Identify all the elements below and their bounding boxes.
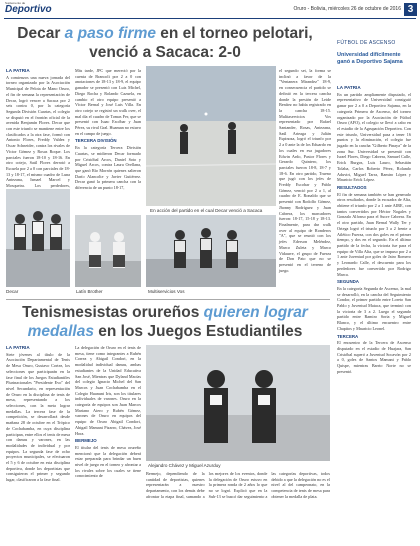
caption-tenismesistas: Alejandro Chávez y Miguel Azurduy bbox=[148, 463, 221, 468]
article1-headline-highlight: a paso firme bbox=[64, 25, 156, 42]
article1-column-2 bbox=[75, 68, 141, 191]
sidebar-text-4: El encuentro de la Tercera de Ascenso disputado en el estadio de Huajara, San Cristóbal superó a Juventud Socavón por 2 a 0, goles de Santos Mamani y Pablo Quispe, mientras Barrio Norte no se presentó. bbox=[337, 340, 411, 374]
photo-tenismesistas bbox=[146, 345, 330, 461]
sidebar-body bbox=[337, 85, 411, 538]
article2-body-2b: El titular del tenis de mesa orureño mencionó que la delegación deberá estar preparada para brindar un buen nivel de juego en el torneo y afrontar a los rivales sobre los cuales se tiene conocimiento de bbox=[75, 444, 141, 479]
caption-multiservicios: Multiservicios Vos bbox=[148, 289, 185, 294]
sidebar-futbol-ascenso bbox=[336, 40, 414, 538]
article2-column-1 bbox=[6, 345, 70, 538]
header-rule bbox=[4, 18, 416, 19]
logo-supplement-text: Suplemento de bbox=[5, 1, 26, 5]
article1-subhead-tercera: TERCERA DIVISIÓN bbox=[75, 138, 117, 144]
article1-headline bbox=[6, 24, 324, 62]
date-line: Oruro - Bolivia, miércoles 26 de octubre de 2016 bbox=[293, 6, 401, 12]
article1-headline-pre: Decar bbox=[17, 25, 65, 42]
sidebar-text-2: El fin de semana también se han generado otros resultados, donde la escuadra de Alta, obtiene el triunfo por 2 a 1 ante AIRE, con tantos convertidos por Héctor Nogales y Gonzalo Alfonso para el Sucre Cabrera. En el otro partido, Juan Bernal Wally Ter y Ortega logró el triunfo por 3 a 2 frente a Atlético Fuerza, con dos goles en el primer tiempo, y dos en el segundo. En el último partido de la fecha, la victoria fue para el equipo de Villa Alta, que se impuso por 2 a 1 ante Juventud por goles de Jairo Romero y Leonardo Calle, el descuento para los perdedores fue convertido por Rodrigo Marca. bbox=[337, 191, 411, 277]
article2-subhead-bermejo: BERMEJO bbox=[75, 438, 97, 444]
article2-headline bbox=[6, 303, 324, 343]
article2-body-1: Siete jóvenes al título de la Asociación Departamental de Tenis de Mesa Oruro, Gustavo Cortez, los selecciones que participarán en la fase final de los Juegos Estudiantiles Plurinacionales "Presidente Evo" del nivel Secundario, en representación de Oruro en la disciplina de tenis de mesa, representando a los selecciones, con la meta lograr medallas. La tercera fase de la competición, se desarrollará desde mañana 28 de octubre en el Trópico de Cochabamba, en cuya disciplina participan, entre ellos el tenis de mesa con damas y varones, en las modalidades de individual y por equipos. La segunda fase de ocho proyectos municipales, se efectuaron el 5 y 6 de octubre en esta disciplina deportiva, donde los deportistas que consiguieron el primer y segundo lugar, clasificaron a la fase final. bbox=[6, 351, 70, 483]
team-latin-brother-image bbox=[75, 215, 141, 287]
article2-body-3: Bermejo, dependiendo de la cantidad de deportistas, quienes representarán a nuestro departamento, con los demás debe afrontar la etapa final, sumando a los mejores de los eventos, donde la delegación de Oruro estuvo en la primera ronda de 2 años lo que no se logró. Explicó que en la Sub-13 se buscó dar seguimiento a las categorías deportivas, todos debido a que la delegación no es el nivel al del campeonato, en la competencia de tenis de mesa para obtener la medalla de plata. bbox=[146, 471, 330, 499]
article1-body-3: el segundo set, la forma se inclinó a favor de la "Ventanera Mirandez" 18-9, en consecuencia el partido se definió en la tercera cancha donde la presión de Leide Benítez no había registrado en la cancha 18-15. Mulitaservicios Vos representado por Rafael Santander, Rosas, Antezana, Saúl Arteaga y Julián Espinoza, logró el triunfo por 2 a 0 ante la de los Eduardo en los cuales en esa jugadores Edwin Ardo, Pastor Flores y Gerardo Quintero, los parciales fueron 18-8, 18-7 y 18-6. En otro partido, Trueno que jugó con los jefes de Freddy Escobar y Pablo Gómez, venció por 2 a 1, al cuadro de E. Ronaldo que se presentó con Rodolfo Gómez, Jhonny Rodríguez y Juan Cabrera, los marcadores fueron: 18-17, 15-18 y 18-13. Finalmente, para dar walk over al equipo de Ronderos "A", que se reunió con los jefes Ederson Meléndez, Marco Zuleta y Marco Vidaurre, el grupo de Fuerza de Don Pato que no se presentó en el terreno de juego. bbox=[279, 68, 331, 273]
photo-multiservicios bbox=[146, 215, 276, 287]
sidebar-subhead-segunda: SEGUNDA bbox=[337, 279, 359, 285]
supplement-logo bbox=[5, 2, 67, 16]
sidebar-subhead-resultados: RESULTADOS bbox=[337, 184, 367, 190]
sidebar-text-3: En la categoría Segunda de Ascenso, la mal se desarrolló, en la cancha del Seguimiento Condor, el primer partido entre Loreto San Pablo y Juventud Mataca, que terminó con la victoria de 3 a 2. Luego el segundo partido entre Ramiro Soria y Miguel Blanco, y el último encuentro entre Chapitos y Mauricio Leonel. bbox=[337, 285, 411, 331]
article2-column-3 bbox=[146, 471, 330, 538]
article1-body-1: A comienzos una nueva jornada del torneo organizado por la Asociación Municipal de Pelota de Mano Oruro, el fin de semana la representación de Decar, logró vencer a Sacaca por 2 sets contra 0, por la categoría Segunda División Cuartas, el colegio se disputó en el frontón oficial de la avenida Benjamín Flores. Decar que con este triunfo se mantiene entre los clasificados a la otra fase, formó con Antonio Flores, Freddy Valdez y Oscar Schneider, contra los rivales de Víctor Gómez y Rosas Roque. Los parciales fueron 18-10 y 18-16. En otro cotejo, Saúl Flores derrotó a Escuela por 2 a 0 con parciales de 18-13 y 18-17, el mismo cuadro de Luna Antezana, Ismael Marcel y Mosqueira. Los perdedores, bbox=[6, 74, 70, 189]
sidebar-kicker: LA PATRIA bbox=[337, 85, 361, 90]
article1-kicker: LA PATRIA bbox=[6, 68, 30, 73]
article1-body-2b: En la categoría Tercera División Cuartas, se midieron Decar formado por Cristóbal Arcos, Daniel Soto y Miguel Arcos, contra Laura Orellana, que ganó Río Morrón quienes salieron Darío Alancolte y Javier Gutiérrez. Decar ganó la primera cancha con la diferencia de un punto 18-17, bbox=[75, 145, 141, 191]
article2-kicker: LA PATRIA bbox=[6, 345, 30, 350]
tenismesistas-image bbox=[146, 345, 330, 461]
article2-column-2 bbox=[75, 345, 141, 538]
logo-deportivo-text: Deportivo bbox=[5, 4, 52, 15]
article1-headline-post: en el torneo pelotari, venció a Sacaca: 2-0 bbox=[89, 25, 313, 61]
caption-decar: Decar bbox=[6, 289, 19, 294]
photo-decar bbox=[6, 189, 70, 287]
sidebar-subhead-tercera: TERCERA bbox=[337, 333, 359, 339]
team-decar-image bbox=[6, 189, 70, 287]
fronton-action-image bbox=[146, 66, 276, 206]
caption-latin-brother: Latín Brother bbox=[76, 289, 103, 294]
team-multiservicios-image bbox=[146, 215, 276, 287]
sidebar-text-1: En un partido ampliamente disputado, el representativo de Universidad consiguió ganar por 2 a 0 a Deportivo Sajama, en la categoría Primera de Ascenso, del torneo organizado por la Asociación de Fútbol Oruro (AFO), el colegio se llevó a cabo en el estadio de la Agrupación Deportiva. Con este triunfo, Universidad pasa a tener 16 puntos y la eliminación, el colegio fue jugado en la cancha "Gilberto Pinaya" de la zona Sur. Universidad se presentó con Israel Flores, Diego Cabrera, Samuel Calle, Erick Burgos, Luis Lauro, Sebastián Tolaba, Carlos Roberto Pérez, Rolando Aduviri, Miguel Tarra, Ramiro López y Mauricio Erick López. bbox=[337, 91, 411, 183]
article2-headline-pre: Tenismesistas orureños bbox=[22, 304, 204, 321]
photo-latin-brother bbox=[75, 215, 141, 287]
article2-body-2: La delegación de Oruro en el tenis de mesa, tiene como integrantes a Rubén Correa y Abigail Condori, en la modalidad individual damas, ambas estudiantes de la Unidad Educativa San José, Mientras que Dyland Macías del colegio Ignacio Michel del San Marcos y Juan Cochabamba en el Colegio Huanuni Iris, son los titulares individuales de varones. Oruro en la categoría de equipos son Juan Marcos Mariano Aiero y Rubén Gómez, varones de Oruro en equipos del equipo de Oruro Abigail Condori, Abigail Mamani Pizarro, Chávez, José Hora. bbox=[75, 345, 141, 436]
photo-match-action bbox=[146, 66, 276, 206]
sidebar-title: Universidad difícilmente ganó a Deportivo Sajama bbox=[337, 52, 403, 65]
caption-match-action: En acción del partido en el cual Decar venció a Sacaca bbox=[150, 208, 263, 213]
article2-headline-highlight: quieren lograr medallas bbox=[27, 304, 308, 340]
page-number: 3 bbox=[404, 3, 417, 16]
article1-body-2: Más tarde, JPC que mereció por la cuenta de Brancoli por 2 a 0 con anotaciones de 18-13 y 18-9, el equipo ganador se presentó con Luis Michel, Diego Rocha y Rolando Cazuela, en cambio el otro equipo presentó a Víctor Bernal y José Luis Villa. En otro cotejo se registró un walk over, el mal día el cuadro de Tomas Fer, que se presentó con Isaac Escóbar y Juan Pérez, su rival Gral. Huaman no estuvo en el campo de juego. bbox=[75, 68, 141, 136]
article2-headline-post: en los Juegos Estudiantiles bbox=[93, 323, 303, 340]
article1-column-3 bbox=[279, 68, 331, 290]
page-header bbox=[0, 0, 420, 18]
sidebar-section-label: FÚTBOL DE ASCENSO bbox=[337, 40, 396, 46]
section-separator bbox=[6, 299, 330, 300]
